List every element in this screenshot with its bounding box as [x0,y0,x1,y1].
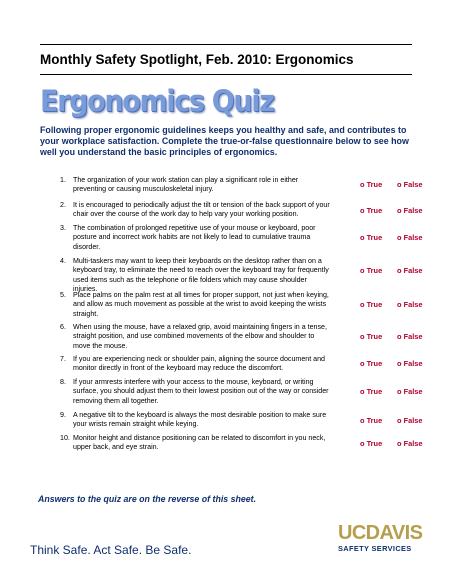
false-option[interactable]: o False [397,416,423,425]
question-number: 6. [60,323,66,331]
false-option[interactable]: o False [397,439,423,448]
question-text: Monitor height and distance positioning can be related to discomfort in you neck, upper back, and eye strain. [73,434,326,452]
answers-note: Answers to the quiz are on the reverse of this sheet. [38,494,257,504]
true-option[interactable]: o True [360,300,383,309]
true-option[interactable]: o True [360,233,383,242]
question-number: 4. [60,257,66,265]
false-option[interactable]: o False [397,332,423,341]
quiz-heading: Ergonomics Quiz [40,84,274,118]
true-option[interactable]: o True [360,439,383,448]
question-text: If you are experiencing neck or shoulder pain, aligning the source document and monitor directly in front of the keyboard may reduce the discomfort. [73,355,325,373]
title-rule [40,74,412,75]
true-option[interactable]: o True [360,387,383,396]
footer-slogan: Think Safe. Act Safe. Be Safe. [30,543,192,557]
question-number: 7. [60,355,66,363]
logo-subtitle: SAFETY SERVICES [338,544,412,553]
false-option[interactable]: o False [397,387,423,396]
question-text: Place palms on the palm rest at all times for proper support, not just when keying, and allow as much movement as possible at the wrist to avoid keeping the wrists straight. [73,291,329,318]
true-option[interactable]: o True [360,416,383,425]
question-number: 10. [60,434,70,442]
true-option[interactable]: o True [360,359,383,368]
true-option[interactable]: o True [360,180,383,189]
question-number: 1. [60,176,66,184]
false-option[interactable]: o False [397,180,423,189]
question-text: It is encouraged to periodically adjust the tilt or tension of the back support of your chair over the course of the work day to help vary your working position. [73,201,330,219]
logo-wordmark: UCDAVIS [338,522,423,544]
question-text: If your armrests interfere with your access to the mouse, keyboard, or writing surface, you should adjust them to their lowest position out of the way or consider removing them all together. [73,378,329,405]
question-number: 9. [60,411,66,419]
question-number: 5. [60,291,66,299]
false-option[interactable]: o False [397,359,423,368]
page-title: Monthly Safety Spotlight, Feb. 2010: Ergonomics [40,52,354,67]
question-number: 8. [60,378,66,386]
question-number: 3. [60,224,66,232]
false-option[interactable]: o False [397,266,423,275]
false-option[interactable]: o False [397,300,423,309]
question-text: The combination of prolonged repetitive use of your mouse or keyboard, poor posture and incorrect work habits are not likely to lead to cumulative trauma disorder. [73,224,316,251]
false-option[interactable]: o False [397,233,423,242]
question-text: When using the mouse, have a relaxed grip, avoid maintaining fingers in a tense, straight position, and use combined movements of the elbow and shoulder to move the mouse. [73,323,327,350]
intro-paragraph: Following proper ergonomic guidelines keeps you healthy and safe, and contributes to your workplace satisfaction. Complete the true-or-false questionnaire below to see how well you understand the basic principles of ergonomics. [40,125,409,158]
true-option[interactable]: o True [360,266,383,275]
top-rule [40,44,412,45]
question-text: Multi-taskers may want to keep their keyboards on the desktop rather than on a keyboard tray, to eliminate the need to reach over the keyboard tray for frequently used items such as the telephone or file folders which may cause shoulder injuries. [73,257,329,293]
uc-davis-logo [338,522,423,553]
true-option[interactable]: o True [360,206,383,215]
false-option[interactable]: o False [397,206,423,215]
true-option[interactable]: o True [360,332,383,341]
question-number: 2. [60,201,66,209]
question-text: The organization of your work station can play a significant role in either preventing or causing musculoskeletal injury. [73,176,299,194]
question-text: A negative tilt to the keyboard is always the most desirable position to make sure your wrists remain straight while keying. [73,411,327,429]
